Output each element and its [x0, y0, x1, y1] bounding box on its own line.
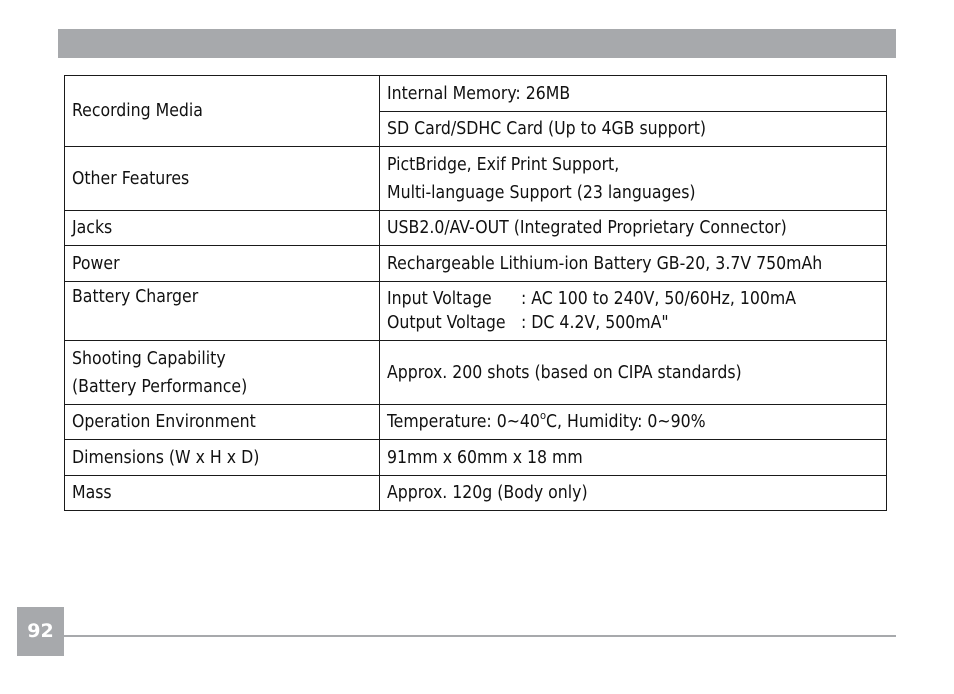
- mass-label: Mass: [65, 476, 380, 511]
- table-row: [65, 246, 887, 282]
- operation-environment-value: [380, 405, 887, 440]
- shooting-capability-value: Approx. 200 shots (based on CIPA standards): [380, 341, 887, 405]
- other-features-label: Other Features: [65, 147, 380, 211]
- table-row: [65, 76, 887, 112]
- battery-charger-label: Battery Charger: [65, 282, 380, 341]
- output-voltage-line: [387, 311, 879, 335]
- jacks-label: Jacks: [65, 211, 380, 246]
- dimensions-value: 91mm x 60mm x 18 mm: [380, 440, 887, 476]
- internal-memory-value: Internal Memory: 26MB: [380, 76, 887, 112]
- table-row: [65, 476, 887, 511]
- input-voltage-label: Input Voltage: [387, 289, 492, 309]
- dimensions-label: Dimensions (W x H x D): [65, 440, 380, 476]
- power-label: Power: [65, 246, 380, 282]
- sd-card-value: SD Card/SDHC Card (Up to 4GB support): [380, 112, 887, 147]
- output-voltage-value: : DC 4.2V, 500mA": [521, 313, 669, 333]
- table-row: [65, 147, 887, 211]
- degree-symbol: o: [539, 409, 546, 422]
- battery-charger-value: [380, 282, 887, 341]
- shooting-capability-label-line-1: Shooting Capability: [72, 348, 226, 369]
- table-row: [65, 440, 887, 476]
- page-number: 92: [17, 607, 64, 656]
- output-voltage-label: Output Voltage: [387, 313, 506, 333]
- other-features-line-2: Multi-language Support (23 languages): [387, 182, 696, 203]
- specifications-table: [64, 75, 887, 511]
- operation-environment-label: Operation Environment: [65, 405, 380, 440]
- other-features-line-1: PictBridge, Exif Print Support,: [387, 154, 620, 175]
- input-voltage-value: : AC 100 to 240V, 50/60Hz, 100mA: [521, 289, 797, 309]
- table-row: [65, 211, 887, 246]
- temperature-suffix: C, Humidity: 0~90%: [546, 412, 706, 432]
- jacks-value: USB2.0/AV-OUT (Integrated Proprietary Connector): [380, 211, 887, 246]
- shooting-capability-label: [65, 341, 380, 405]
- footer-divider: [64, 635, 896, 637]
- input-voltage-line: [387, 287, 879, 311]
- recording-media-label: Recording Media: [65, 76, 380, 147]
- table-row: [65, 282, 887, 341]
- mass-value: Approx. 120g (Body only): [380, 476, 887, 511]
- shooting-capability-label-line-2: (Battery Performance): [72, 376, 248, 397]
- temperature-prefix: Temperature: 0~40: [387, 412, 540, 432]
- power-value: Rechargeable Lithium-ion Battery GB-20, 3.7V 750mAh: [380, 246, 887, 282]
- other-features-value: [380, 147, 887, 211]
- header-bar: [58, 29, 896, 58]
- table-row: [65, 341, 887, 405]
- table-row: [65, 405, 887, 440]
